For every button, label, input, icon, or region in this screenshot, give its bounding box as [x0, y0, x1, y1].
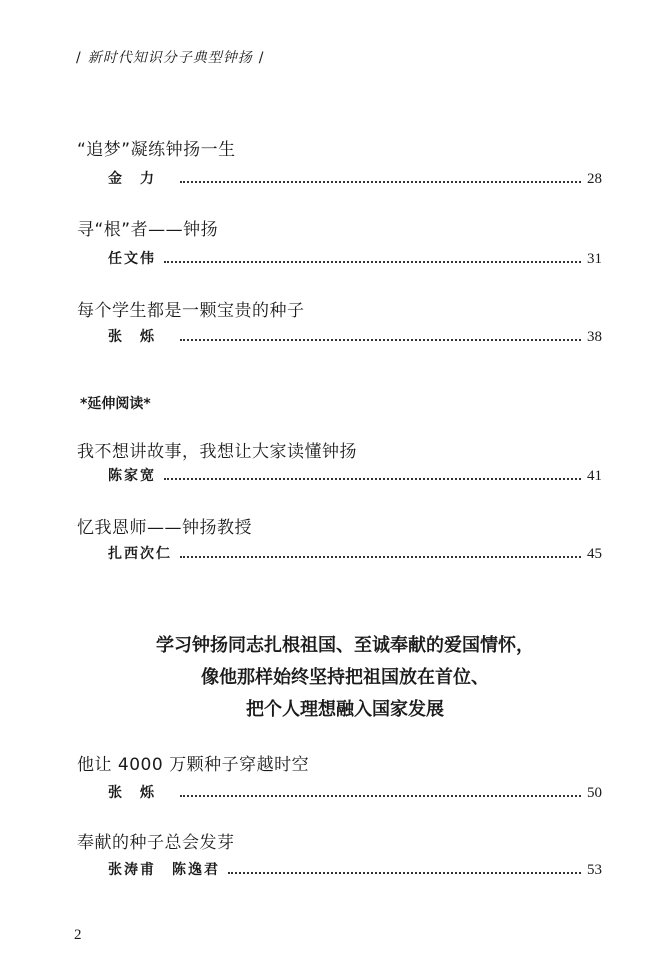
- leader-dots: [180, 339, 581, 341]
- toc-entry-line[interactable]: [108, 248, 602, 268]
- toc-entry-page: 31: [587, 251, 602, 267]
- toc-entry-page: 53: [587, 862, 602, 878]
- running-header: [70, 47, 270, 67]
- header-slash-right: /: [258, 50, 265, 66]
- toc-entry-page: 50: [587, 785, 602, 801]
- toc-entry-title[interactable]: 忆我恩师——钟扬教授: [77, 518, 252, 538]
- toc-entry-author: 张烁: [108, 329, 172, 345]
- toc-entry-author: 扎西次仁: [108, 546, 172, 562]
- leader-dots: [164, 261, 581, 263]
- banner-line: 学习钟扬同志扎根祖国、至诚奉献的爱国情怀，: [156, 635, 534, 656]
- toc-entry-title[interactable]: 寻“根”者——钟扬: [77, 220, 219, 240]
- leader-dots: [164, 478, 581, 480]
- toc-entry-author: 任文伟: [108, 251, 156, 267]
- header-slash-left: /: [76, 50, 82, 66]
- toc-entry-line[interactable]: [108, 326, 602, 346]
- leader-dots: [180, 181, 581, 183]
- section-banner: [80, 630, 610, 726]
- toc-entry-author: 金力: [108, 171, 172, 187]
- toc-entry-page: 45: [587, 546, 602, 562]
- toc-entry-line[interactable]: [108, 859, 602, 879]
- toc-entry-line[interactable]: [108, 465, 602, 485]
- toc-entry-title[interactable]: 我不想讲故事，我想让大家读懂钟扬: [77, 442, 357, 462]
- header-title: 新时代知识分子典型钟扬: [87, 50, 253, 66]
- leader-dots: [228, 872, 581, 874]
- toc-entry-title[interactable]: “追梦”凝练钟扬一生: [77, 140, 236, 160]
- toc-entry-line[interactable]: [108, 168, 602, 188]
- toc-entry-title[interactable]: 他让 4000 万颗种子穿越时空: [77, 755, 310, 775]
- toc-entry-author: 张烁: [108, 785, 172, 801]
- toc-entry-page: 28: [587, 171, 602, 187]
- leader-dots: [180, 556, 581, 558]
- toc-entry-author: 张涛甫 陈逸君: [108, 862, 220, 878]
- toc-entry-page: 38: [587, 329, 602, 345]
- banner-line: 像他那样始终坚持把祖国放在首位、: [201, 667, 489, 688]
- extended-reading-label: *延伸阅读*: [80, 396, 151, 412]
- leader-dots: [180, 795, 581, 797]
- toc-entry-title[interactable]: 奉献的种子总会发芽: [77, 833, 235, 853]
- toc-entry-page: 41: [587, 468, 602, 484]
- page-number: 2: [74, 927, 82, 943]
- toc-entry-line[interactable]: [108, 543, 602, 563]
- toc-entry-line[interactable]: [108, 782, 602, 802]
- toc-entry-author: 陈家宽: [108, 468, 156, 484]
- toc-entry-title[interactable]: 每个学生都是一颗宝贵的种子: [77, 301, 305, 321]
- banner-line: 把个人理想融入国家发展: [246, 699, 444, 720]
